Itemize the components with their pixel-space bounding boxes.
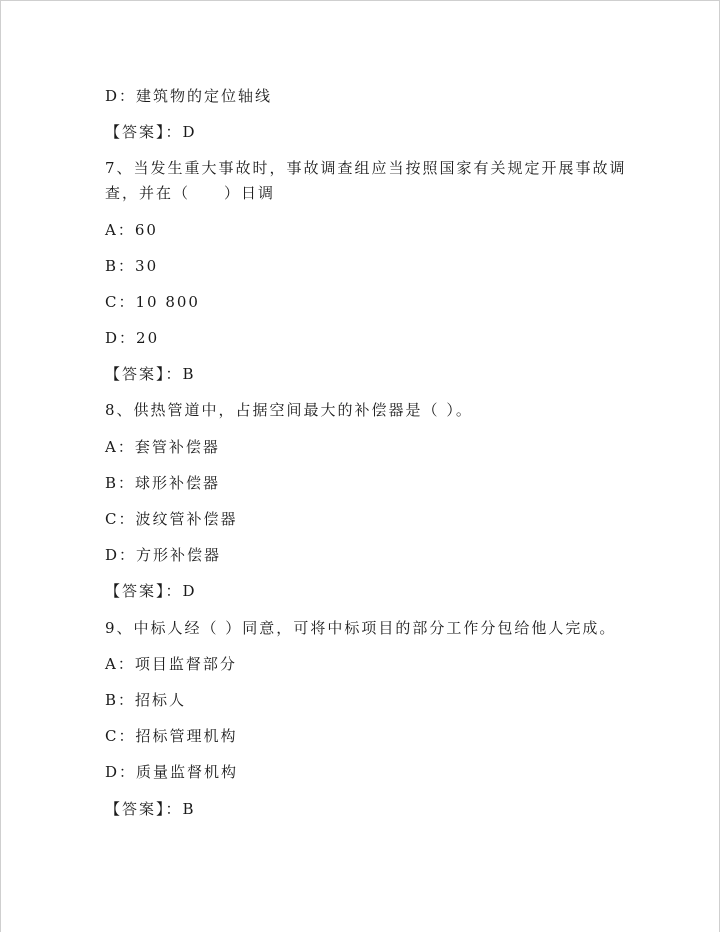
q8-answer: 【答案】：D	[105, 582, 197, 600]
q7-answer: 【答案】：B	[105, 365, 196, 383]
q8-option-c: C：波纹管补偿器	[105, 510, 238, 528]
page-border-left	[0, 0, 1, 932]
q6-answer: 【答案】：D	[105, 123, 197, 141]
q8-option-d: D：方形补偿器	[105, 546, 222, 564]
page-border-top	[0, 0, 720, 1]
q7-option-a: A：60	[105, 221, 158, 239]
q7-stem-line2: 查，并在（ ）日调	[105, 184, 276, 202]
q7-option-c: C：10 800	[105, 293, 200, 311]
q8-option-a: A：套管补偿器	[105, 438, 220, 456]
q7-option-b: B：30	[105, 257, 159, 275]
q7-stem-line1: 7、当发生重大事故时，事故调查组应当按照国家有关规定开展事故调	[105, 159, 627, 177]
q6-option-d: D：建筑物的定位轴线	[105, 87, 273, 105]
q9-option-d: D：质量监督机构	[105, 763, 239, 781]
q9-answer: 【答案】：B	[105, 800, 196, 818]
q9-option-b: B：招标人	[105, 691, 187, 709]
q7-option-d: D：20	[105, 329, 160, 347]
q9-stem: 9、中标人经（ ）同意，可将中标项目的部分工作分包给他人完成。	[105, 619, 617, 637]
q8-stem: 8、供热管道中，占据空间最大的补偿器是（ ）。	[105, 401, 473, 419]
q8-option-b: B：球形补偿器	[105, 474, 221, 492]
q9-option-c: C：招标管理机构	[105, 727, 238, 745]
q9-option-a: A：项目监督部分	[105, 655, 237, 673]
